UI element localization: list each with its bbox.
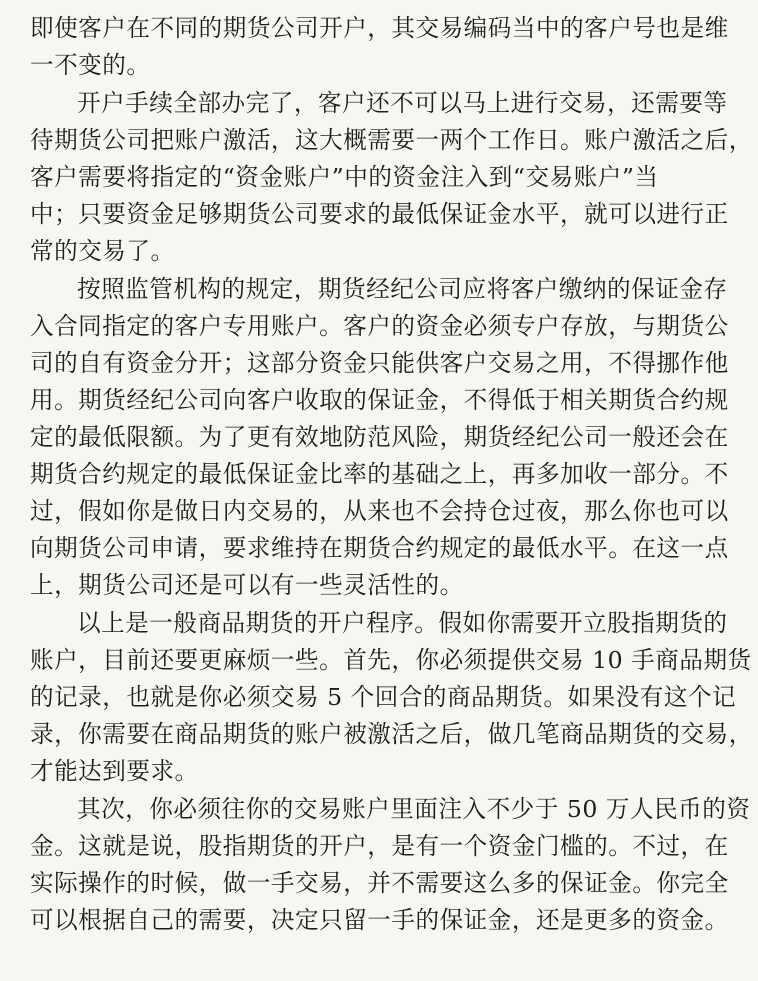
text-line: 中；只要资金足够期货公司要求的最低保证金水平，就可以进行正 <box>30 200 729 228</box>
paragraph-4 <box>30 605 753 790</box>
text-line: 以上是一般商品期货的开户程序。假如你需要开立股指期货的 <box>77 609 728 637</box>
text-line: 用。期货经纪公司向客户收取的保证金，不得低于相关期货合约规 <box>30 386 729 414</box>
text-line: 司的自有资金分开；这部分资金只能供客户交易之用，不得挪作他 <box>30 349 729 377</box>
text-line: 客户需要将指定的“资金账户”中的资金注入到“交易账户”当 <box>30 163 659 191</box>
text-line: 按照监管机构的规定，期货经纪公司应将客户缴纳的保证金存 <box>77 275 728 303</box>
text-line: 入合同指定的客户专用账户。客户的资金必须专户存放，与期货公 <box>30 312 729 340</box>
paragraph-3 <box>30 271 730 604</box>
text-line: 常的交易了。 <box>30 237 175 265</box>
text-line: 定的最低限额。为了更有效地防范风险，期货经纪公司一般还会在 <box>30 423 729 451</box>
text-line: 即使客户在不同的期货公司开户，其交易编码当中的客户号也是维 <box>30 14 729 42</box>
text-line: 待期货公司把账户激活，这大概需要一两个工作日。账户激活之后， <box>30 126 753 154</box>
text-line: 账户，目前还要更麻烦一些。首先，你必须提供交易 10 手商品期货 <box>30 646 752 674</box>
paragraph-1 <box>30 10 730 84</box>
text-line: 实际操作的时候，做一手交易，并不需要这么多的保证金。你完全 <box>30 869 729 897</box>
text-line: 开户手续全部办完了，客户还不可以马上进行交易，还需要等 <box>77 89 728 117</box>
text-line: 上，期货公司还是可以有一些灵活性的。 <box>30 571 464 599</box>
text-line: 其次，你必须往你的交易账户里面注入不少于 50 万人民币的资 <box>77 795 751 823</box>
text-line: 录，你需要在商品期货的账户被激活之后，做几笔商品期货的交易， <box>30 720 753 748</box>
text-line: 可以根据自己的需要，决定只留一手的保证金，还是更多的资金。 <box>30 906 729 934</box>
paragraph-5 <box>30 791 751 939</box>
text-line: 的记录，也就是你必须交易 5 个回合的商品期货。如果没有这个记 <box>30 683 737 711</box>
text-line: 过，假如你是做日内交易的，从来也不会持仓过夜，那么你也可以 <box>30 497 729 525</box>
text-line: 期货合约规定的最低保证金比率的基础之上，再多加收一部分。不 <box>30 460 729 488</box>
text-line: 金。这就是说，股指期货的开户，是有一个资金门槛的。不过，在 <box>30 832 729 860</box>
book-page <box>30 10 753 940</box>
text-line: 一不变的。 <box>30 51 151 79</box>
paragraph-2 <box>30 85 753 270</box>
text-line: 向期货公司申请，要求维持在期货合约规定的最低水平。在这一点 <box>30 534 729 562</box>
text-line: 才能达到要求。 <box>30 757 199 785</box>
